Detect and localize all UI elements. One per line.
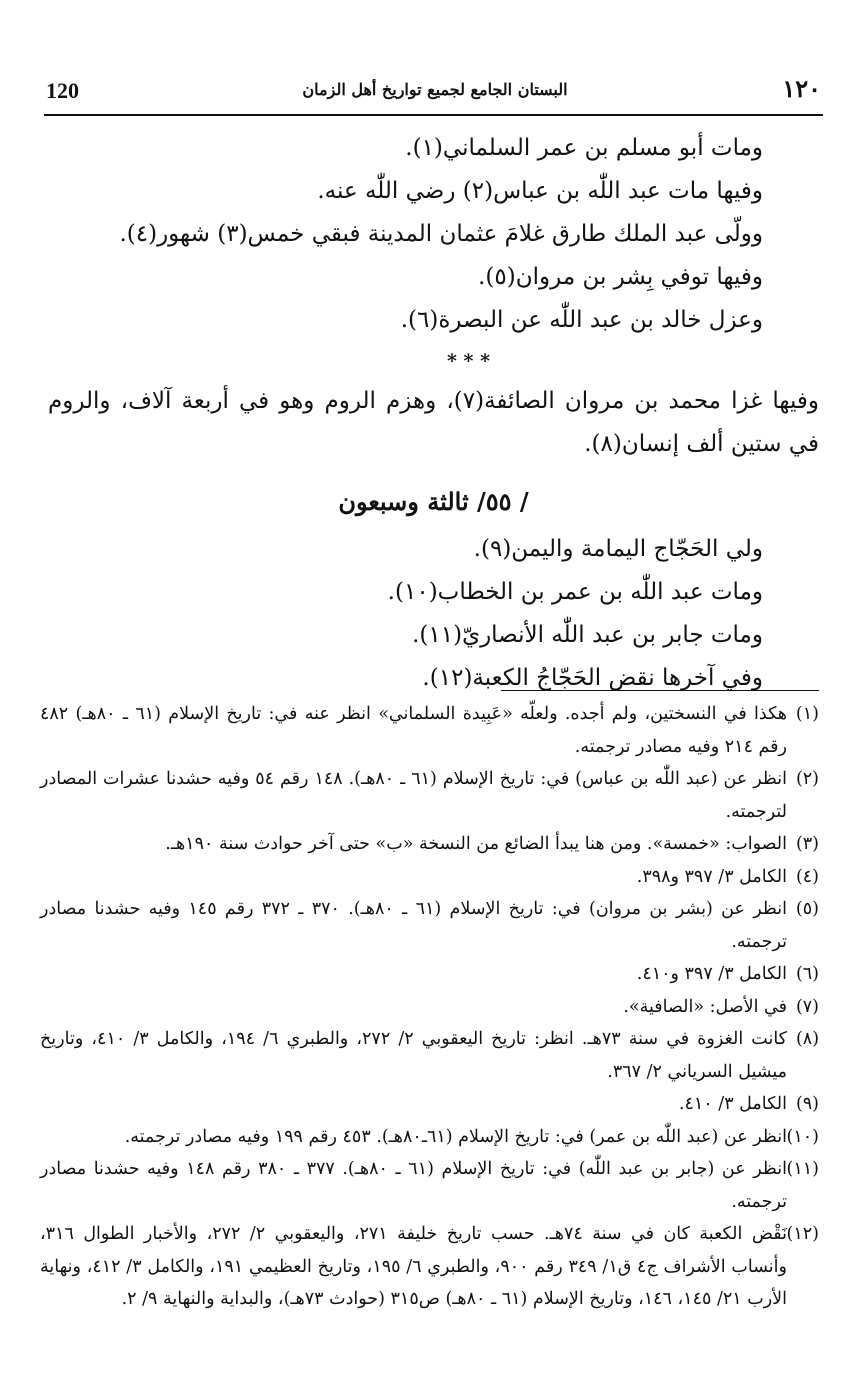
footnote [40, 991, 819, 1024]
footnote [40, 763, 819, 828]
footnote [40, 1121, 819, 1154]
text-line: ومات جابر بن عبد اللّٰه الأنصاريّ(١١). [412, 622, 763, 648]
footnote [40, 828, 819, 861]
footnote-text: انظر عن (عبد اللّٰه بن عمر) في: تاريخ الإسلام (٦١ـ٨٠هـ). ٤٥٣ رقم ١٩٩ وفيه مصادر ترجمته. [124, 1126, 787, 1147]
footnote-text: الصواب: «خمسة». ومن هنا يبدأ الضائع من النسخة «ب» حتى آخر حوادث سنة ١٩٠هـ. [165, 834, 787, 854]
footnote-text: انظر عن (عبد اللّٰه بن عباس) في: تاريخ الإسلام (٦١ ـ ٨٠هـ). ١٤٨ رقم ٥٤ وفيه حشدنا عشرات المصادر لترجمته. [40, 769, 787, 822]
footnote-marker: (٦) [795, 964, 819, 984]
footnote [40, 1153, 819, 1218]
footnote-marker: (١١) [786, 1159, 819, 1179]
footnote [40, 1218, 819, 1316]
footnote [40, 1023, 819, 1088]
text-line: ولي الحَجّاج اليمامة واليمن(٩). [473, 536, 763, 562]
footnote-marker: (١٢) [786, 1224, 819, 1244]
footnote-text: هكذا في النسختين، ولم أجده. ولعلّه «عَبِيدة السلماني» انظر عنه في: تاريخ الإسلام (٦١ ـ ٨٠هـ) ٤٨٢ رقم ٢١٤ وفيه مصادر ترجمته. [40, 704, 787, 757]
footnote [40, 861, 819, 894]
text-paragraph: وفيها غزا محمد بن مروان الصائفة(٧)، وهزم الروم وهو في أربعة آلاف، والروم في ستين ألف إنسان(٨). [48, 388, 819, 457]
footnote-marker: (٧) [795, 996, 819, 1017]
footnote [40, 893, 819, 958]
text-line: وفيها مات عبد اللّٰه بن عباس(٢) رضي اللّٰه عنه. [317, 178, 763, 204]
text-line: وفي آخرها نقض الحَجّاجُ الكعبة(١٢). [422, 665, 763, 691]
footnotes [40, 698, 819, 1316]
footnote [40, 1088, 819, 1121]
main-text [48, 127, 819, 700]
running-title: البستان الجامع لجميع تواريخ أهل الزمان [302, 80, 568, 99]
footnote [40, 958, 819, 991]
footnote-marker: (١٠) [786, 1126, 819, 1147]
footnote-text: انظر عن (جابر بن عبد اللّٰه) في: تاريخ الإسلام (٦١ ـ ٨٠هـ). ٣٧٧ ـ ٣٨٠ رقم ١٤٨ وفيه حشدنا مصادر ترجمته. [40, 1159, 787, 1212]
footnote [40, 698, 819, 763]
text-line: ومات أبو مسلم بن عمر السلماني(١). [405, 135, 763, 161]
footnote-marker: (٢) [795, 769, 819, 789]
page-number-arabic: ١٢٠ [782, 74, 821, 103]
header-divider [44, 114, 823, 116]
text-line: وفيها توفي بِشر بن مروان(٥). [478, 264, 763, 290]
text-line: وولّى عبد الملك طارق غلامَ عثمان المدينة فبقي خمس(٣) شهور(٤). [119, 221, 763, 247]
page-number-latin: 120 [46, 78, 79, 103]
footnote-text: كانت الغزوة في سنة ٧٣هـ. انظر: تاريخ اليعقوبي ٢/ ٢٧٢، والطبري ٦/ ١٩٤، والكامل ٣/ ٤١٠، وتاريخ ميشيل السرياني ٢/ ٣٦٧. [40, 1029, 788, 1082]
footnote-text: نَقْض الكعبة كان في سنة ٧٤هـ. حسب تاريخ خليفة ٢٧١، واليعقوبي ٢/ ٢٧٢، والأخبار الطوال ٣١٦، وأنساب الأشراف ج٤ ق١/ ٣٤٩ رقم ٩٠٠، والطبري ٦/ ١٩٥، وتاريخ العظيمي ١٩١، والكامل ٣/ ٤١٢، ونهاية الأرب ٢١/ ١٤٥، ١٤٦، وتاريخ الإسلام (٦١ ـ ٨٠هـ) ص٣١٥ (حوادث ٧٣هـ)، والبداية والنهاية ٩/ ٢. [40, 1224, 787, 1309]
footnote-marker: (٩) [795, 1094, 819, 1114]
section-separator: * * * [446, 350, 491, 372]
footnote-text: الكامل ٣/ ٤١٠. [678, 1094, 787, 1114]
footnote-text: الكامل ٣/ ٣٩٧ و٣٩٨. [636, 866, 787, 887]
footnote-marker: (٨) [795, 1029, 820, 1049]
year-heading: / ٥٥/ ثالثة وسبعون [338, 487, 529, 516]
text-line: وعزل خالد بن عبد اللّٰه عن البصرة(٦). [400, 307, 763, 333]
footnote-marker: (٤) [795, 866, 819, 887]
footnote-marker: (٣) [795, 834, 819, 854]
footnote-text: في الأصل: «الصافية». [623, 996, 787, 1017]
footnote-divider [501, 690, 819, 691]
footnote-marker: (١) [795, 704, 819, 724]
footnote-marker: (٥) [795, 899, 819, 919]
footnote-text: الكامل ٣/ ٣٩٧ و٤١٠. [636, 964, 787, 984]
footnote-text: انظر عن (بشر بن مروان) في: تاريخ الإسلام (٦١ ـ ٨٠هـ). ٣٧٠ ـ ٣٧٢ رقم ١٤٥ وفيه حشدنا مصادر ترجمته. [40, 899, 787, 952]
text-line: ومات عبد اللّٰه بن عمر بن الخطاب(١٠). [387, 579, 763, 605]
